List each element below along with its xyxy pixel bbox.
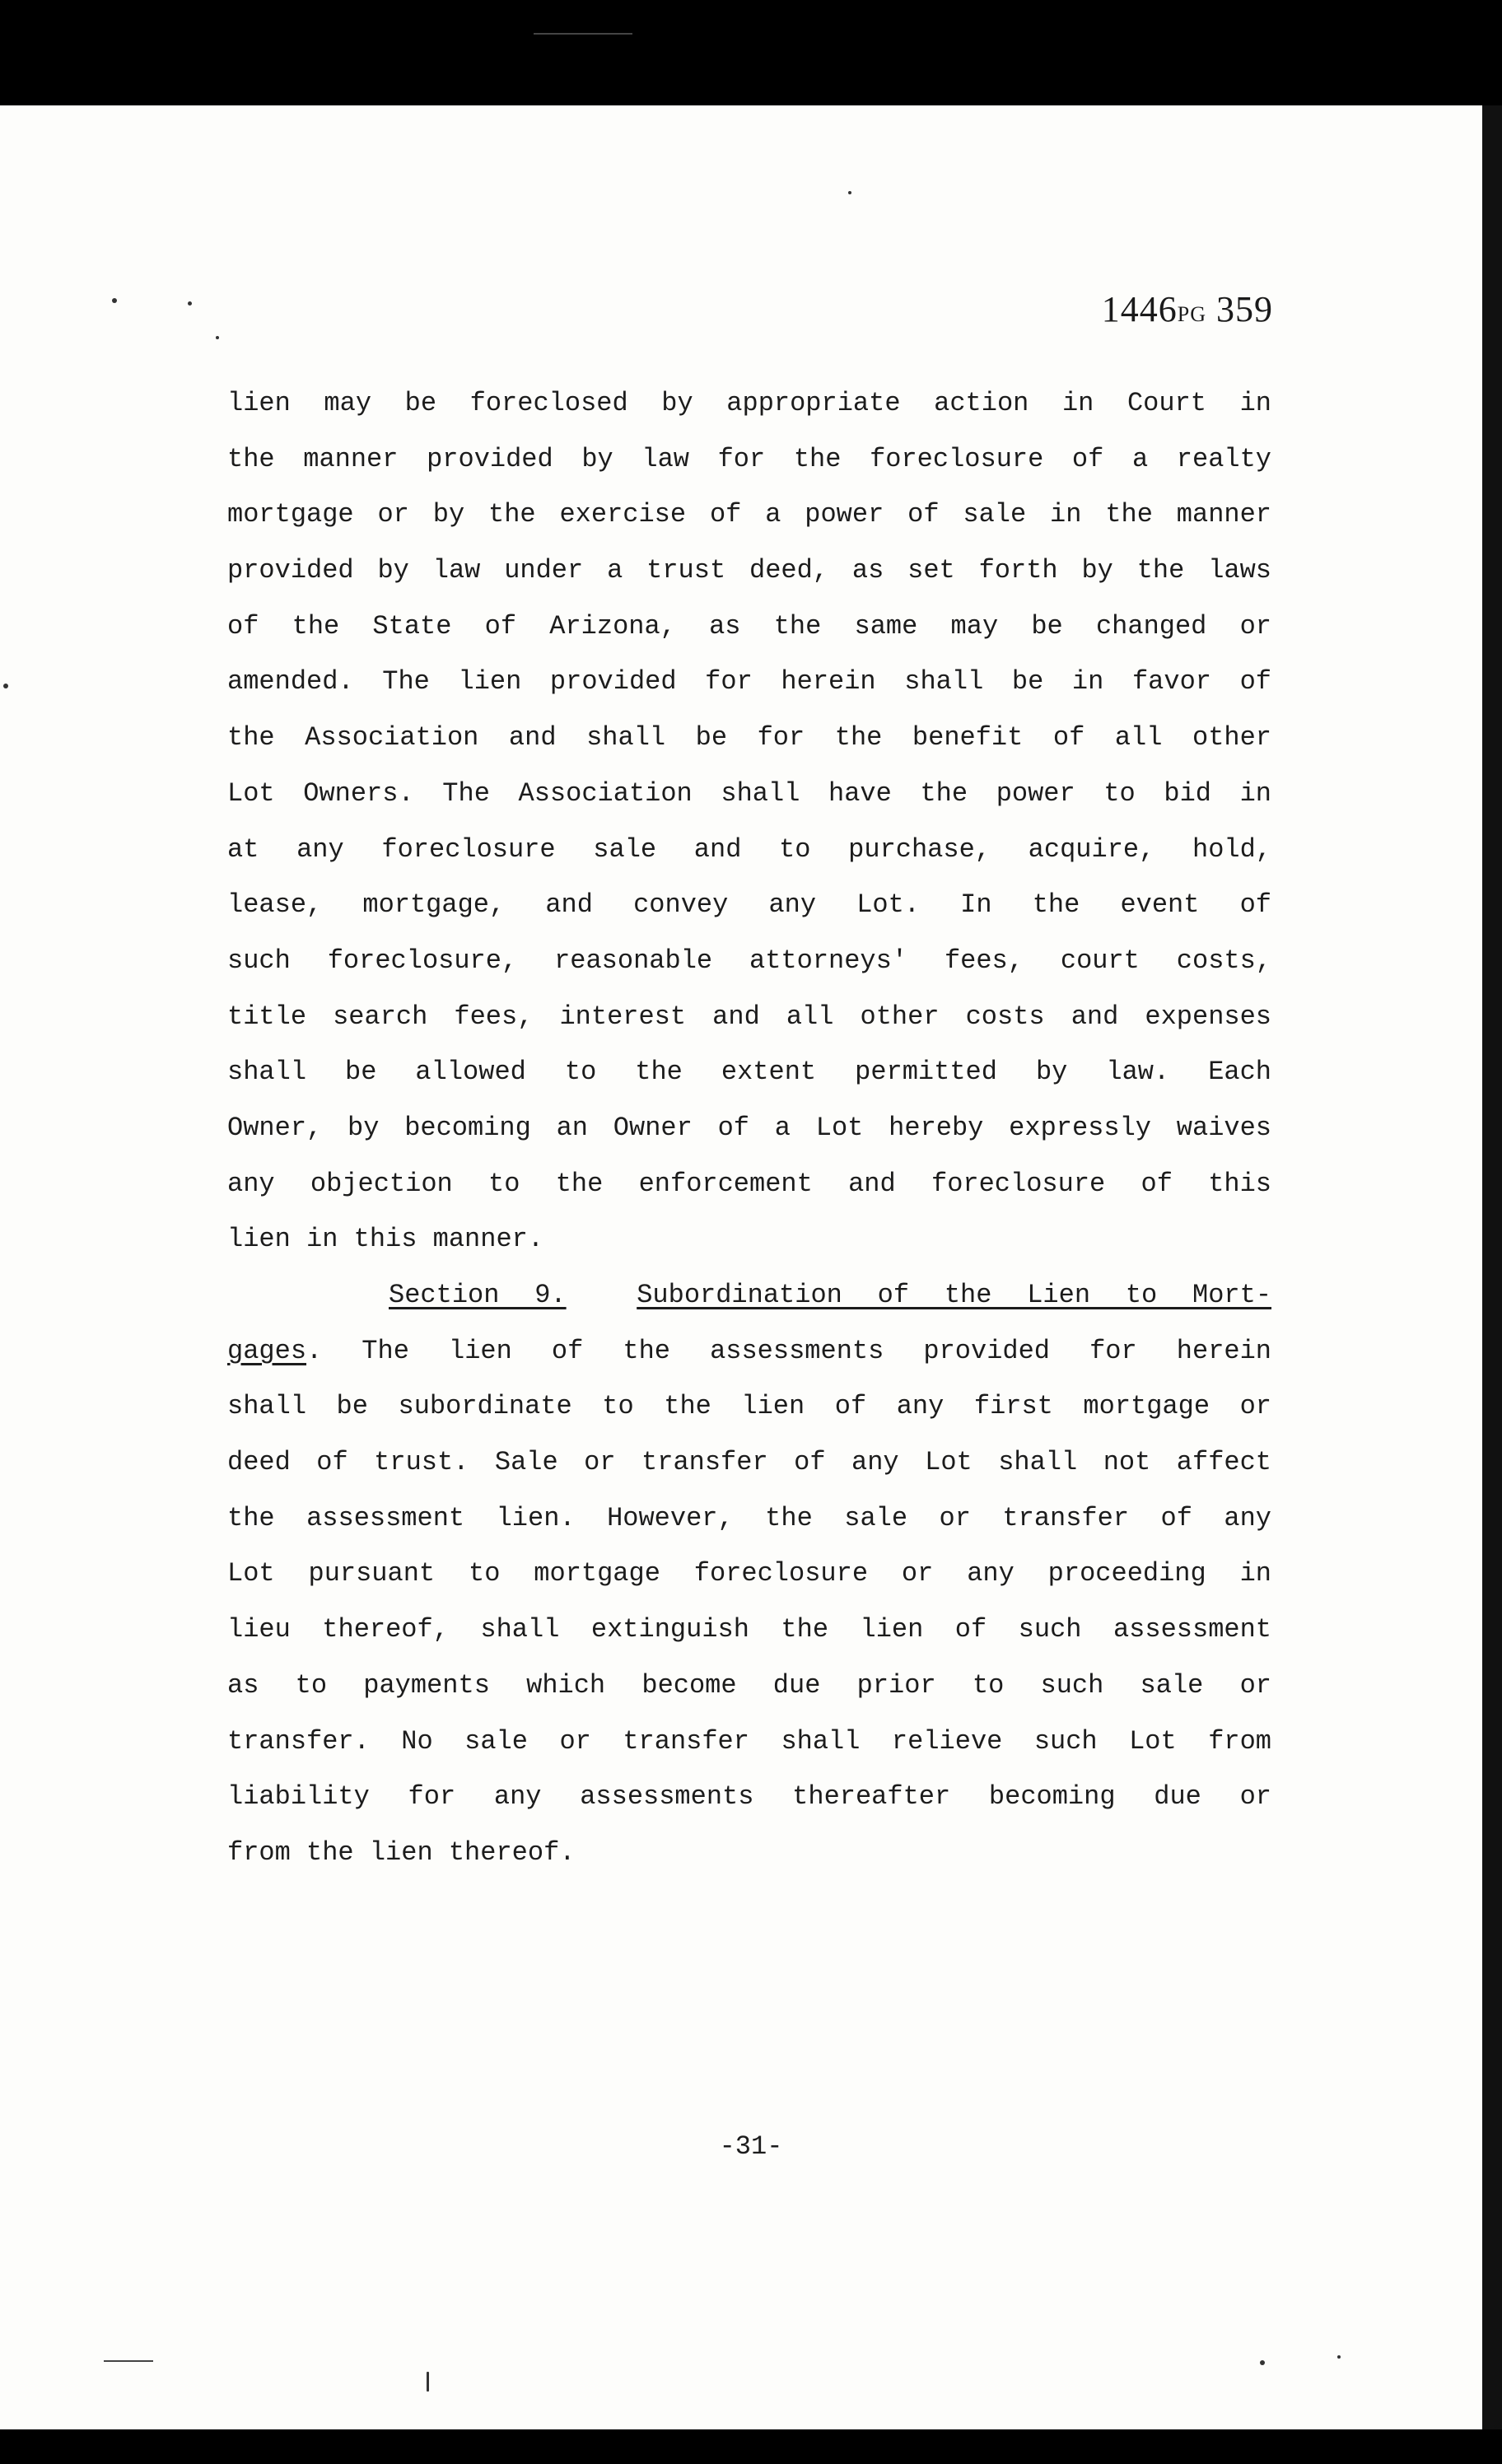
paragraph-lien-foreclosure: [227, 376, 1271, 1267]
text-line: title search fees, interest and all other costs and expenses: [227, 1001, 1271, 1032]
section-heading-continuation: [227, 1323, 1271, 1379]
section-9: [227, 1267, 1271, 1881]
text-line: mortgage or by the exercise of a power of sale in the manner: [227, 499, 1271, 530]
section-heading-line: [227, 1267, 1271, 1323]
text-line: any objection to the enforcement and foreclosure of this: [227, 1168, 1271, 1199]
scan-artifact: [188, 301, 192, 306]
text-line: the Association and shall be for the benefit of all other: [227, 722, 1271, 754]
text-line: Owner, by becoming an Owner of a Lot hereby expressly waives: [227, 1112, 1271, 1143]
text-line: the manner provided by law for the foreclosure of a realty: [227, 443, 1271, 474]
text-line: lien may be foreclosed by appropriate action in Court in: [227, 388, 1271, 418]
scan-artifact: [427, 2372, 429, 2392]
text-line: deed of trust. Sale or transfer of any Lot shall not affect: [227, 1447, 1271, 1478]
text-line: from the lien thereof.: [227, 1836, 576, 1868]
text-line: Lot pursuant to mortgage foreclosure or any proceeding in: [227, 1558, 1271, 1589]
text-line: liability for any assessments thereafter becoming due or: [227, 1781, 1271, 1813]
scan-artifact: [1337, 2355, 1341, 2359]
text-line: shall be subordinate to the lien of any first mortgage or: [227, 1391, 1271, 1422]
text-line: amended. The lien provided for herein shall be in favor of: [227, 666, 1271, 698]
page-number: -31-: [719, 2131, 783, 2162]
text-line: such foreclosure, reasonable attorneys' fees, court costs,: [227, 945, 1271, 976]
scan-artifact: [534, 33, 632, 35]
text-line: lease, mortgage, and convey any Lot. In the event of: [227, 889, 1271, 921]
record-book: 1446: [1101, 289, 1178, 329]
record-number: [1102, 288, 1273, 330]
scan-artifact: [1260, 2360, 1265, 2365]
scan-artifact: [216, 336, 219, 339]
scan-edge-shadow: [1482, 105, 1502, 2429]
text-line: of the State of Arizona, as the same may be changed or: [227, 610, 1271, 642]
scan-artifact: [112, 298, 117, 303]
text-line: Lot Owners. The Association shall have the power to bid in: [227, 777, 1271, 809]
text-line: provided by law under a trust deed, as set forth by the laws: [227, 555, 1271, 586]
scan-artifact: [848, 191, 851, 194]
text-line: lien in this manner.: [227, 1224, 544, 1255]
text-line: the assessment lien. However, the sale or transfer of any: [227, 1502, 1271, 1533]
section-title-continued: gages: [227, 1335, 307, 1366]
text-line: shall be allowed to the extent permitted by law. Each: [227, 1057, 1271, 1088]
section-label: Section 9.: [389, 1280, 567, 1310]
scan-artifact: [3, 684, 8, 688]
record-page: 359: [1216, 289, 1273, 329]
text-line: transfer. No sale or transfer shall relieve such Lot from: [227, 1725, 1271, 1757]
text-line: at any foreclosure sale and to purchase, acquire, hold,: [227, 833, 1271, 865]
text-fragment: . The lien of the assessments provided for herein: [306, 1335, 1271, 1366]
section-title: Subordination of the Lien to Mort-: [637, 1280, 1272, 1310]
document-body: [227, 376, 1271, 1881]
text-line: lieu thereof, shall extinguish the lien of such assessment: [227, 1614, 1271, 1645]
text-line: as to payments which become due prior to such sale or: [227, 1669, 1271, 1701]
record-suffix: PG: [1177, 302, 1206, 326]
scan-artifact: [104, 2360, 153, 2362]
